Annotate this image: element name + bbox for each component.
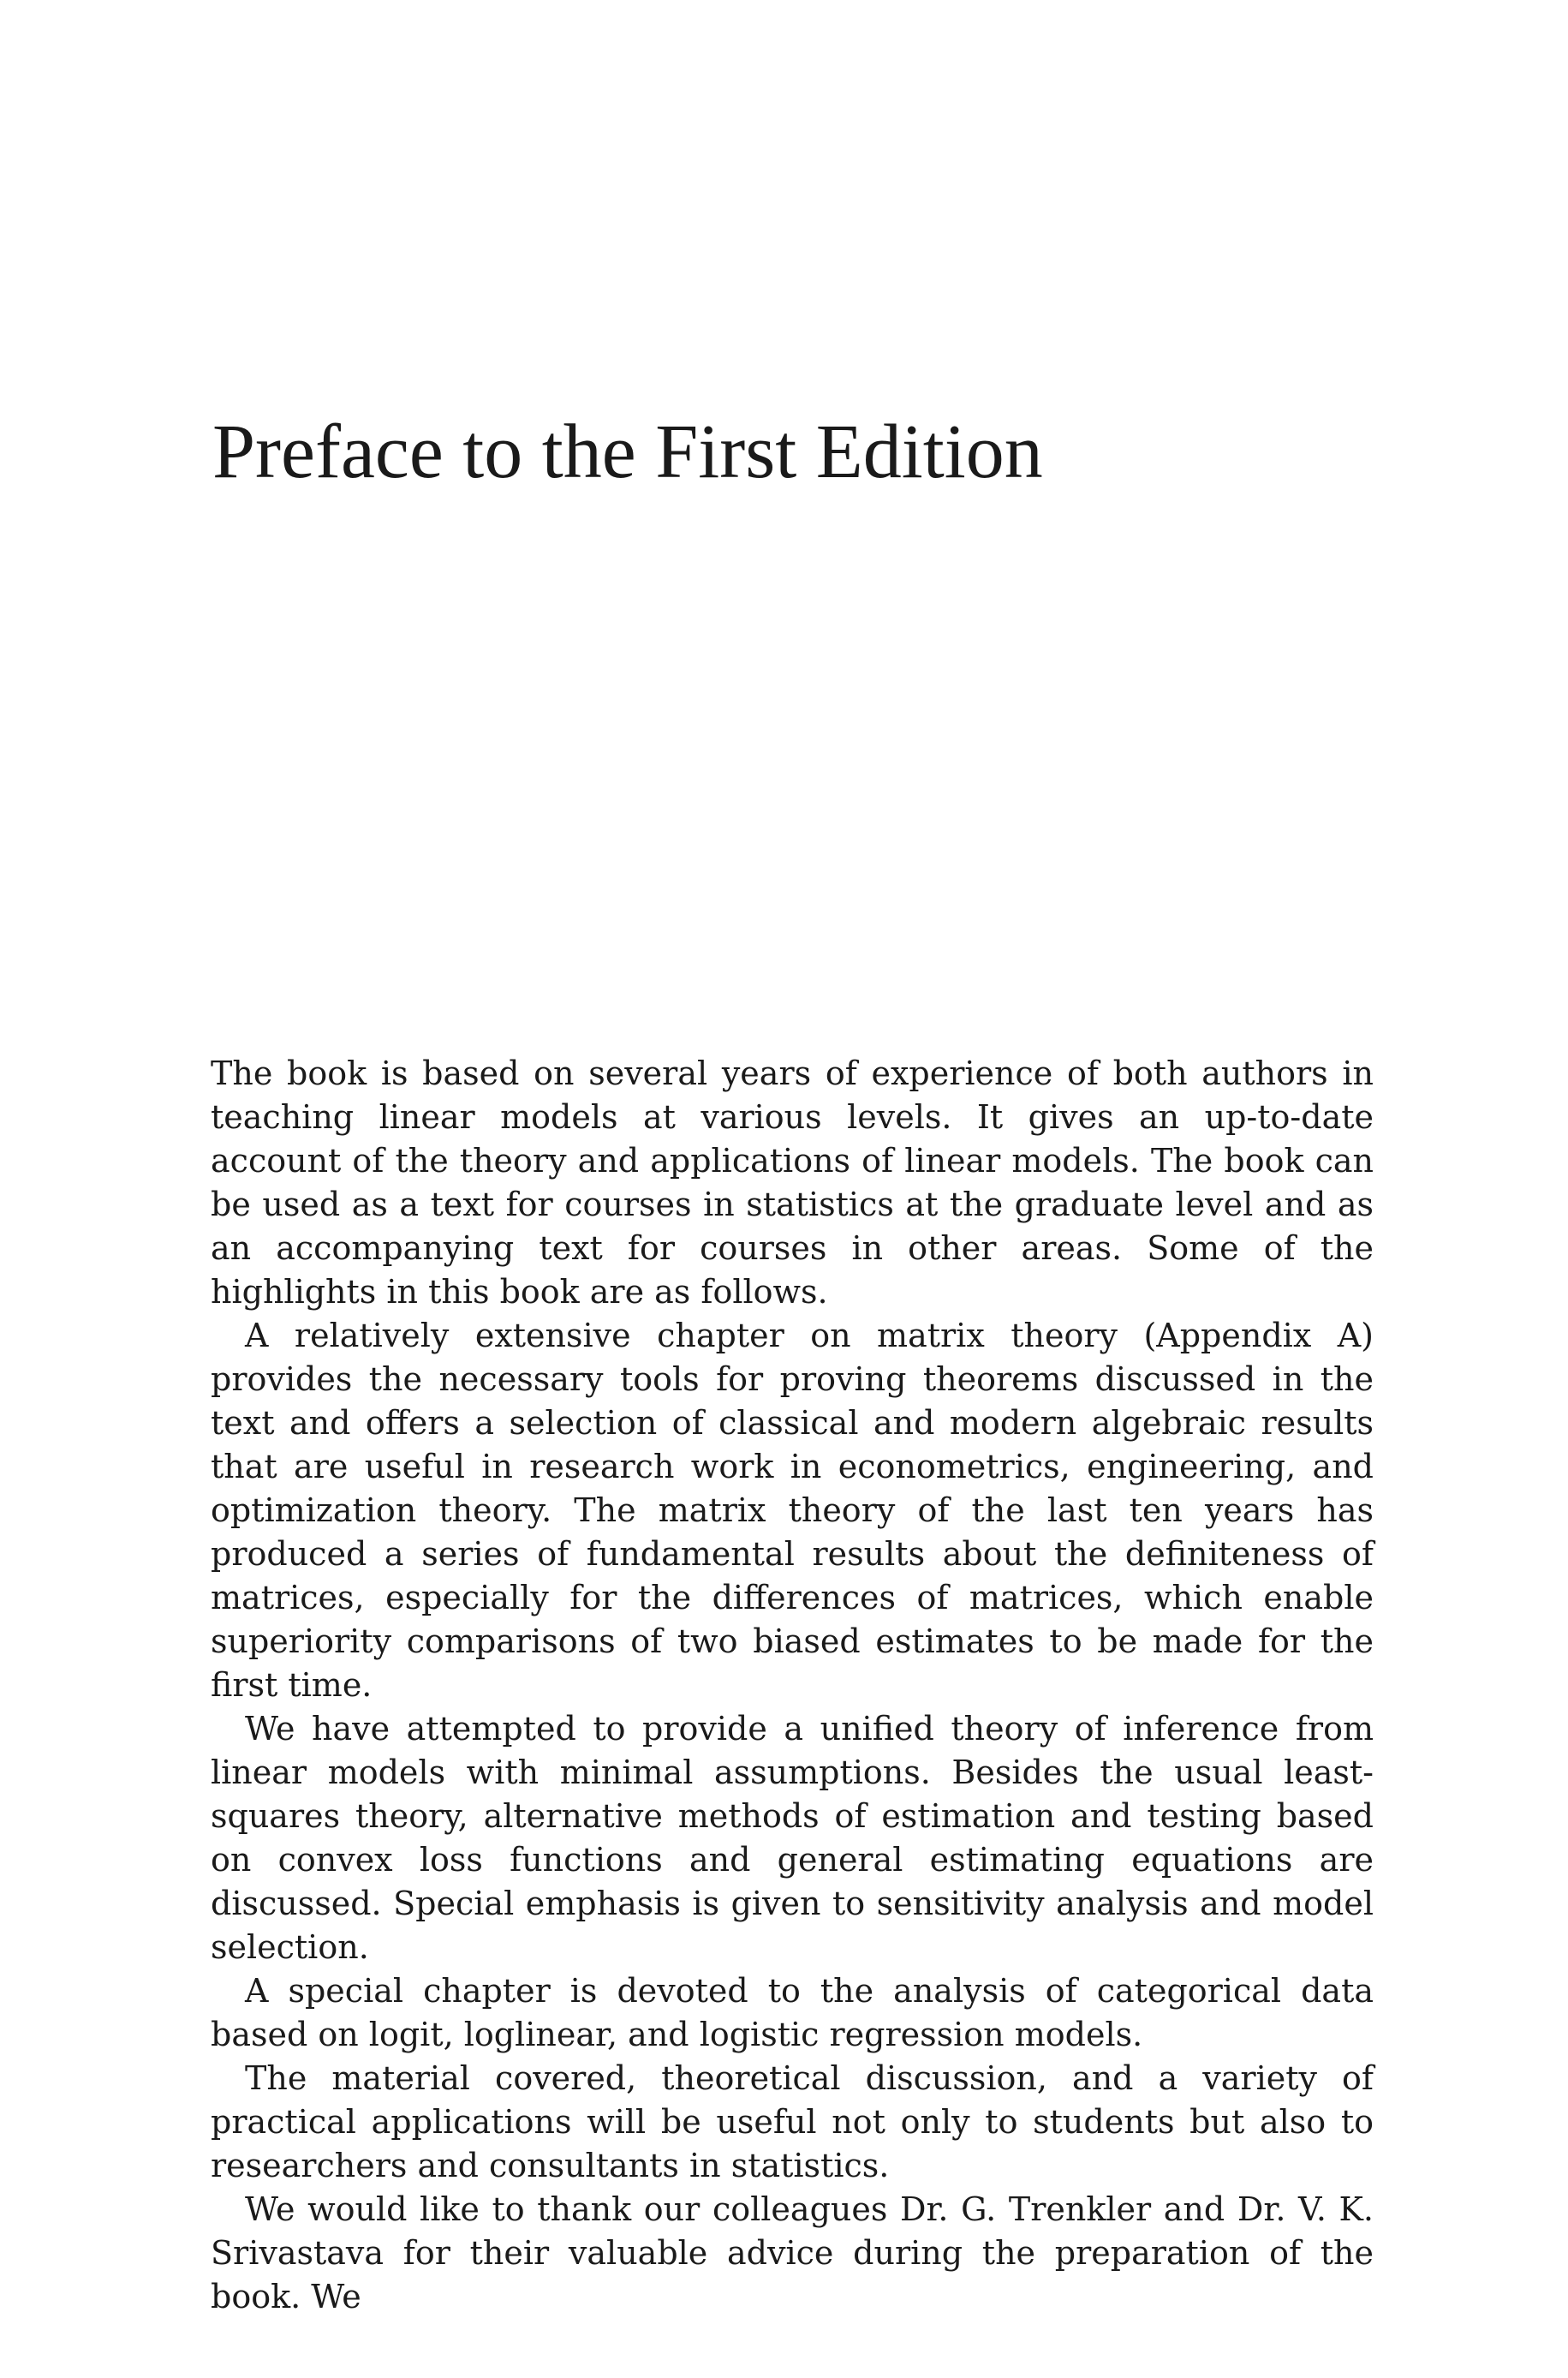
paragraph-material-covered: The material covered, theoretical discussion, and a variety of practical applications will be useful not only to students but also to researchers and consultants in statistics.	[211, 2059, 1374, 2184]
paragraph-matrix-theory: A relatively extensive chapter on matrix theory (Appendix A) provides the necessary tools for proving theorems discussed in the text and offers a selection of classical and modern algebraic results that are useful in research work in econometrics, engineering, and optimization theory. The matrix theory of the last ten years has produced a series of fundamental results about the definiteness of matrices, especially for the differences of matrices, which enable superiority comparisons of two biased estimates to be made for the first time.	[211, 1317, 1374, 1704]
paragraph-acknowledgements: We would like to thank our colleagues Dr. G. Trenkler and Dr. V. K. Srivastava for their valuable advice during the preparation of the book. We	[211, 2190, 1374, 2315]
paragraph-categorical-data: A special chapter is devoted to the analysis of categorical data based on logit, loglinear, and logistic regression models.	[211, 1972, 1374, 2053]
paragraph-unified-theory: We have attempted to provide a unified theory of inference from linear models with minimal assumptions. Besides the usual least-squares theory, alternative methods of estimation and testing based on convex loss functions and general estimating equations are discussed. Special emphasis is given to sensitivity analysis and model selection.	[211, 1710, 1374, 1966]
chapter-title: Preface to the First Edition	[212, 409, 1043, 494]
preface-body	[211, 1052, 1374, 2319]
paragraph-intro: The book is based on several years of experience of both authors in teaching linear models at various levels. It gives an up-to-date account of the theory and applications of linear models. The book can be used as a text for courses in statistics at the graduate level and as an accompanying text for courses in other areas. Some of the highlights in this book are as follows.	[211, 1055, 1374, 1311]
